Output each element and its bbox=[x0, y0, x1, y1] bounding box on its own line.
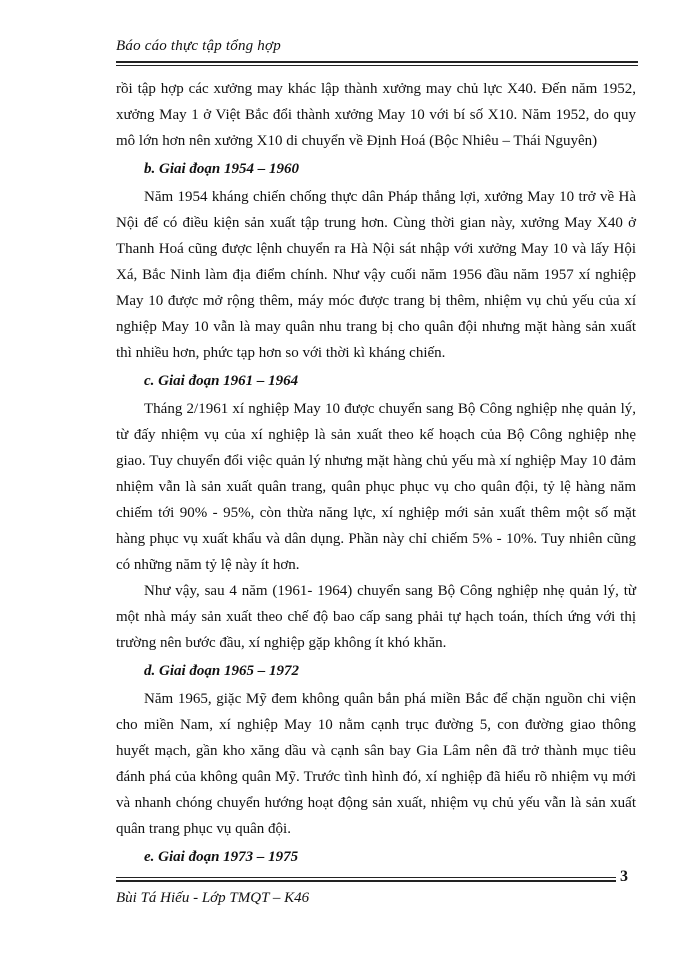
page-number: 3 bbox=[620, 868, 628, 885]
paragraph-3: Tháng 2/1961 xí nghiệp May 10 được chuyển sang Bộ Công nghiệp nhẹ quản lý, từ đấy nhiệm vụ của xí nghiệp là sản xuất theo kế hoạch của Bộ Công nghiệp nhẹ giao. Tuy chuyển đổi việc quản lý nhưng mặt hàng chủ yếu mà xí nghiệp May 10 đảm nhiệm vẫn là sản xuất quân trang, quân phục phục vụ cho quân đội, tỷ lệ hàng năm chiếm tới 90% - 95%, còn thừa năng lực, xí nghiệp mới sản xuất thêm một số mặt hàng phục vụ xuất khẩu và dân dụng. Phần này chỉ chiếm 5% - 10%. Tuy nhiên cũng có những năm tỷ lệ này ít hơn. bbox=[116, 401, 636, 573]
paragraph-1: rồi tập hợp các xưởng may khác lập thành xưởng may chủ lực X40. Đến năm 1952, xưởng May 1 ở Việt Bắc đổi thành xưởng May 10 với bí số X10. Năm 1952, do quy mô lớn hơn nên xưởng X10 di chuyển về Định Hoá (Bộc Nhiêu – Thái Nguyên) bbox=[116, 81, 636, 149]
paragraph-2: Năm 1954 kháng chiến chống thực dân Pháp thắng lợi, xưởng May 10 trở về Hà Nội để có điều kiện sản xuất tập trung hơn. Cùng thời gian này, xưởng May X40 ở Thanh Hoá cũng được lệnh chuyển ra Hà Nội sát nhập với xưởng May 10 và lấy Hội Xá, Bắc Ninh làm địa điểm chính. Như vậy cuối năm 1956 đầu năm 1957 xí nghiệp May 10 được mở rộng thêm, máy móc được trang bị thêm, nhiệm vụ chủ yếu của xí nghiệp May 10 vẫn là may quân nhu trang bị cho quân đội nhưng mặt hàng sản xuất thì nhiều hơn, phức tạp hơn so với thời kì kháng chiến. bbox=[116, 189, 636, 361]
footer-rule bbox=[116, 877, 616, 878]
document-body bbox=[116, 76, 636, 872]
footer-rule-thick bbox=[116, 880, 616, 882]
header-rule bbox=[116, 61, 638, 63]
heading-b: b. Giai đoạn 1954 – 1960 bbox=[144, 161, 300, 177]
heading-e: e. Giai đoạn 1973 – 1975 bbox=[144, 849, 299, 865]
footer-author: Bùi Tá Hiếu - Lớp TMQT – K46 bbox=[116, 890, 310, 906]
paragraph-5: Năm 1965, giặc Mỹ đem không quân bắn phá miền Bắc để chặn nguồn chi viện cho miền Nam, xí nghiệp May 10 nằm cạnh trục đường 5, con đường giao thông huyết mạch, gần kho xăng dầu và cạnh sân bay Gia Lâm nên đã trở thành mục tiêu đánh phá của không quân Mỹ. Trước tình hình đó, xí nghiệp đã hiểu rõ nhiệm vụ mới và nhanh chóng chuyển hướng hoạt động sản xuất, nhiệm vụ chủ yếu vẫn là sản xuất quân trang phục vụ quân đội. bbox=[116, 691, 636, 837]
heading-d: d. Giai đoạn 1965 – 1972 bbox=[144, 663, 300, 679]
header-title: Báo cáo thực tập tổng hợp bbox=[116, 38, 281, 54]
paragraph-4: Như vậy, sau 4 năm (1961- 1964) chuyển sang Bộ Công nghiệp nhẹ quản lý, từ một nhà máy sản xuất theo chế độ bao cấp sang phải tự hạch toán, thích ứng với thị trường nên bước đầu, xí nghiệp gặp không ít khó khăn. bbox=[116, 583, 636, 651]
page-header bbox=[116, 37, 638, 55]
heading-c: c. Giai đoạn 1961 – 1964 bbox=[144, 373, 299, 389]
header-rule-thin bbox=[116, 65, 638, 66]
